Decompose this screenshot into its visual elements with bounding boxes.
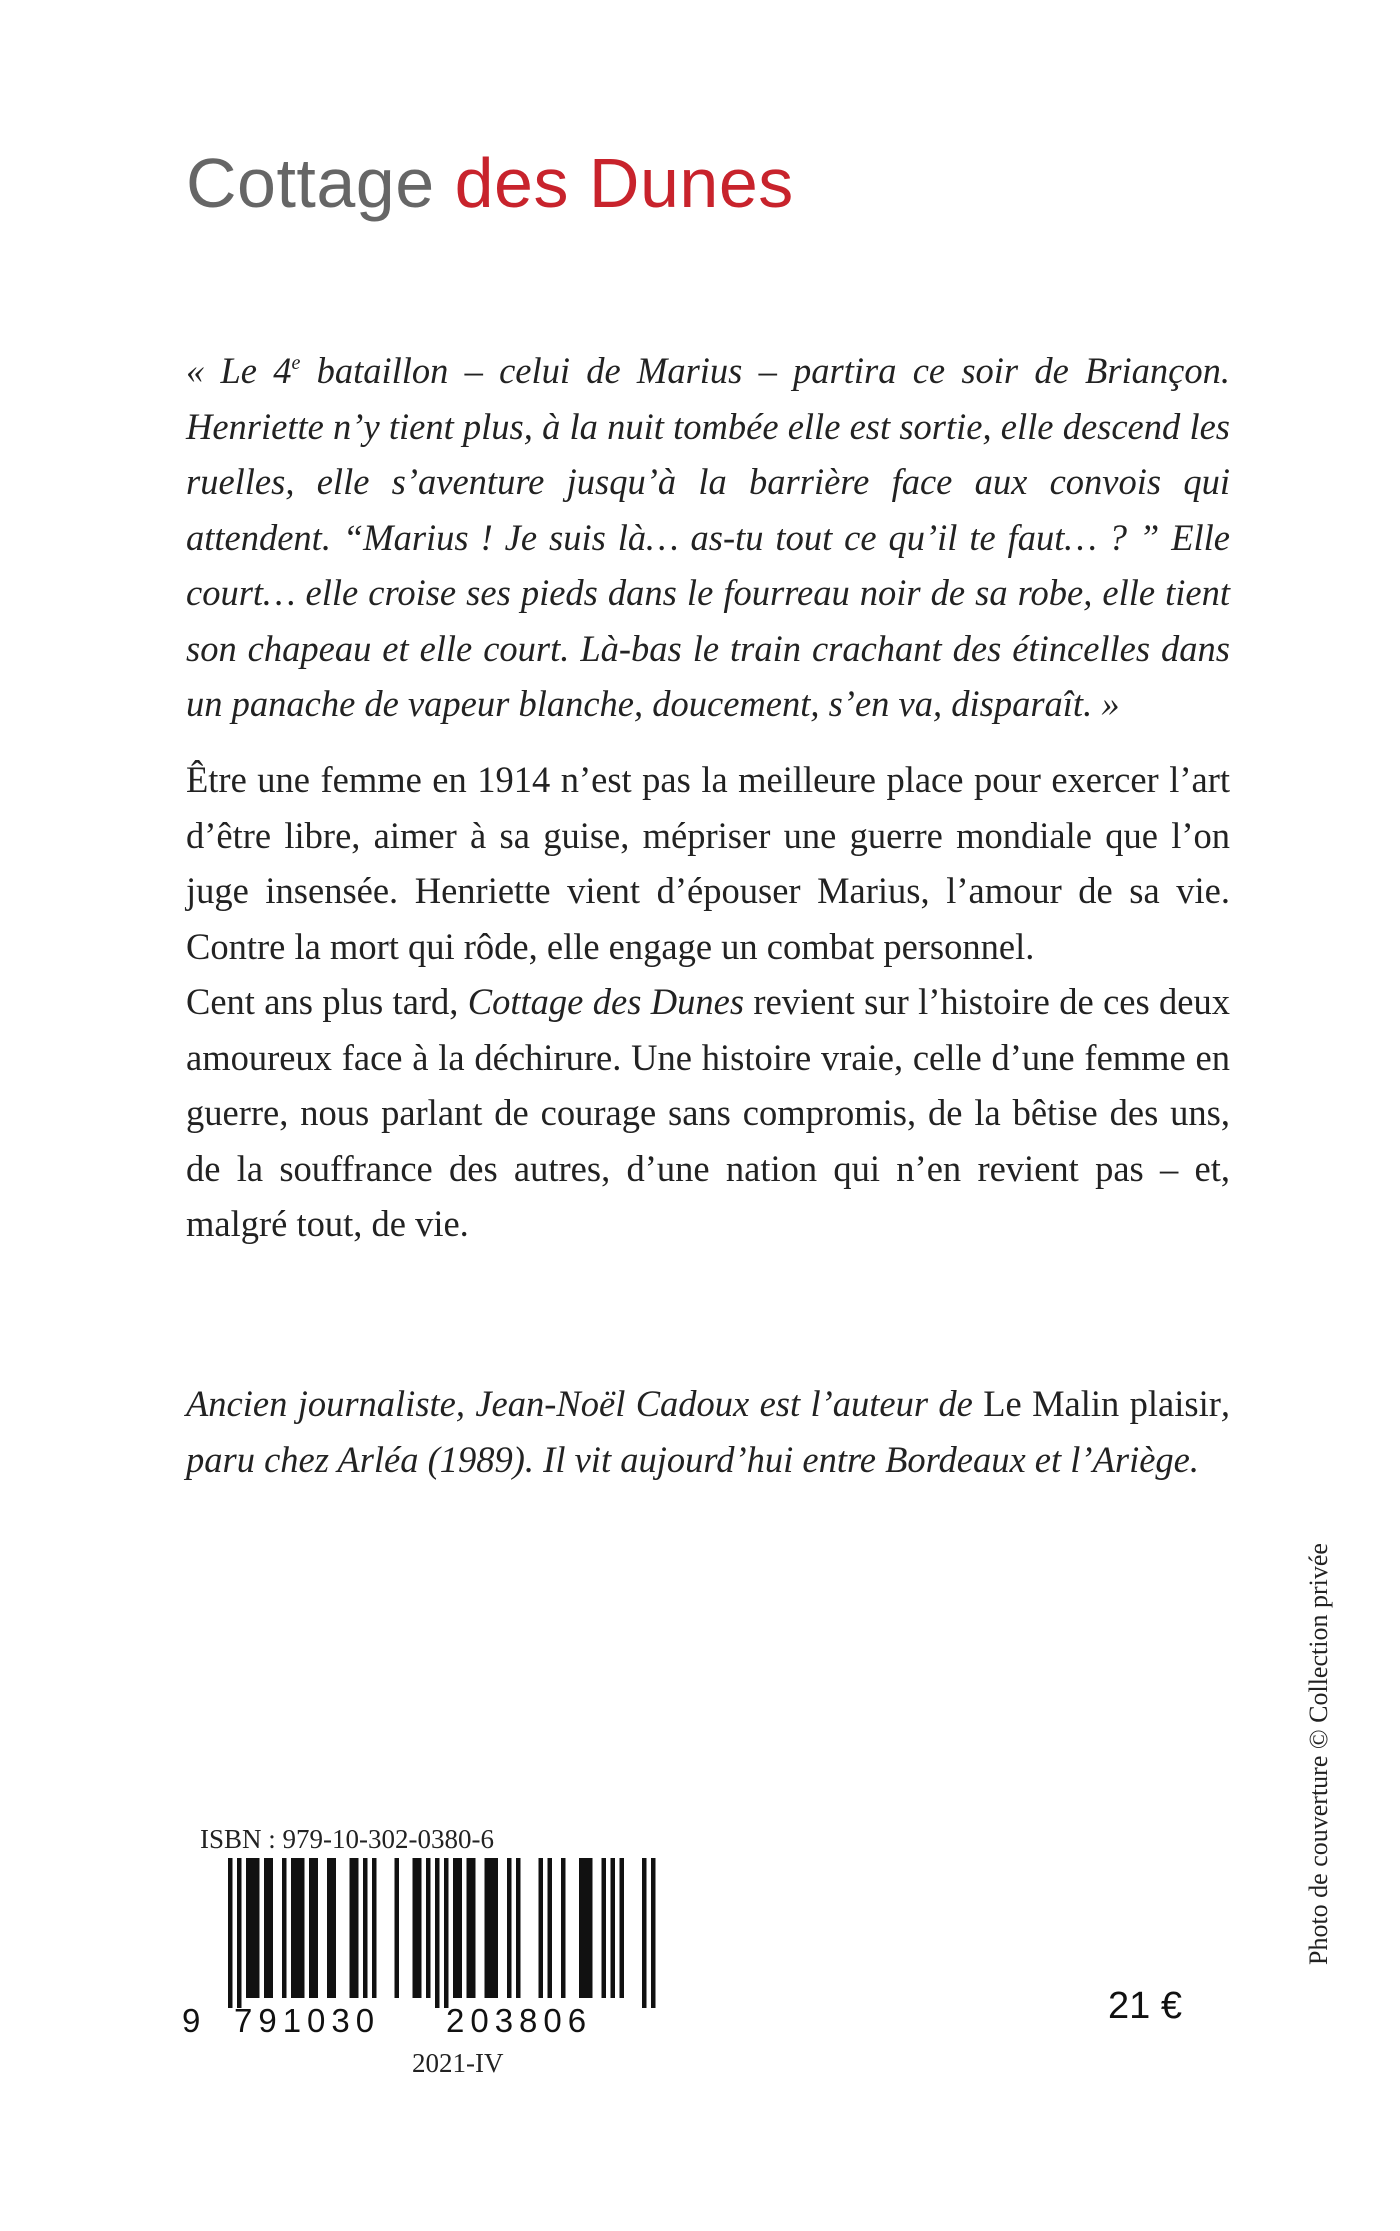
author-bio <box>186 1376 1230 1487</box>
barcode-bar <box>282 1858 287 1998</box>
barcode-bar <box>354 1858 359 1998</box>
barcode-bar <box>413 1858 418 1998</box>
barcode-bar <box>611 1858 616 1998</box>
barcode-bar <box>237 1858 242 2008</box>
barcode-bar <box>395 1858 400 1998</box>
barcode-bar <box>363 1858 368 1998</box>
barcode-bar <box>516 1858 521 1998</box>
synopsis-p2-start: Cent ans plus tard, <box>186 981 468 1022</box>
synopsis-paragraph-1: Être une femme en 1914 n’est pas la meilleure place pour exercer l’art d’être libre, aimer à sa guise, mépriser une guerre mondiale que l’on juge insensée. Henriette vient d’épouser Marius, l’amour de sa vie. Contre la mort qui rôde, elle engage un combat personnel. <box>186 759 1230 967</box>
barcode-left-digits: 791030 <box>234 2002 381 2039</box>
barcode-bar <box>507 1858 512 1998</box>
synopsis-p2-rest: revient sur l’histoire de ces deux amoureux face à la déchirure. Une histoire vraie, celle d’une femme en guerre, nous parlant de courage sans compromis, de la bêtise des uns, de la souffrance des autres, d’une nation qui n’en revient pas – et, malgré tout, de vie. <box>186 981 1231 1244</box>
barcode-bar <box>350 1858 355 1998</box>
quote-text-start: « Le 4 <box>186 350 292 391</box>
synopsis-paragraph-2 <box>186 974 1230 1252</box>
synopsis-book-title: Cottage des Dunes <box>467 981 745 1022</box>
photo-credit: Photo de couverture © Collection privée <box>1304 1543 1333 1965</box>
barcode-bar <box>467 1858 472 1998</box>
excerpt-quote <box>186 343 1230 732</box>
barcode-bar <box>228 1858 233 2008</box>
barcode-bar <box>435 1858 440 2008</box>
book-title <box>186 144 794 222</box>
book-title-part1: Cottage <box>186 144 435 222</box>
book-title-part2: des Dunes <box>454 144 794 222</box>
barcode-bar <box>539 1858 544 1998</box>
barcode-bar <box>417 1858 422 1998</box>
bio-rest: , paru chez Arléa (1989). Il vit aujourd’hui entre Bordeaux et l’Ariège. <box>186 1383 1230 1480</box>
barcode-bar <box>651 1858 656 2008</box>
barcode <box>200 1858 710 2008</box>
barcode-bar <box>642 1858 647 2008</box>
barcode-bar <box>579 1858 584 1998</box>
barcode-bar <box>453 1858 458 1998</box>
quote-text-rest: bataillon – celui de Marius – partira ce soir de Briançon. Henriette n’y tient plus, à la nuit tombée elle est sortie, elle descend les ruelles, elle s’aventure jusqu’à la barrière face aux convois qui attendent. “Marius ! Je suis là… as-tu tout ce qu’il te faut… ? ” Elle court… elle croise ses pieds dans le fourreau noir de sa robe, elle tient son chapeau et elle court. Là-bas le train crachant des étincelles dans un panache de vapeur blanche, doucement, s’en va, disparaît. » <box>186 350 1231 724</box>
barcode-bar <box>561 1858 566 1998</box>
edition-code: 2021-IV <box>412 2048 504 2078</box>
barcode-bar <box>584 1858 589 1998</box>
bio-start: Ancien journaliste, Jean-Noël Cadoux est l’auteur de <box>186 1383 984 1424</box>
barcode-bar <box>314 1858 319 1998</box>
barcode-right-digits: 203806 <box>446 2002 593 2039</box>
barcode-bar <box>264 1858 269 1998</box>
barcode-bar <box>296 1858 301 1998</box>
barcode-bar <box>602 1858 607 1998</box>
barcode-bar <box>291 1858 296 1998</box>
barcode-bar <box>494 1858 499 1998</box>
bio-book-title: Le Malin plaisir <box>983 1383 1221 1424</box>
barcode-bar <box>588 1858 593 1998</box>
barcode-bar <box>426 1858 431 1998</box>
barcode-bar <box>255 1858 260 1998</box>
barcode-bar <box>485 1858 490 1998</box>
barcode-bar <box>489 1858 494 1998</box>
price: 21 € <box>1108 1985 1182 2027</box>
barcode-bar <box>269 1858 274 1998</box>
barcode-bar <box>471 1858 476 1998</box>
barcode-bar <box>620 1858 625 1998</box>
barcode-bar <box>332 1858 337 1998</box>
barcode-bar <box>246 1858 251 1998</box>
barcode-bar <box>372 1858 377 1998</box>
quote-superscript: e <box>291 351 301 374</box>
barcode-bar <box>327 1858 332 1998</box>
barcode-bar <box>548 1858 553 1998</box>
barcode-bar <box>309 1858 314 1998</box>
barcode-bar <box>300 1858 305 1998</box>
synopsis <box>186 752 1230 1252</box>
isbn: ISBN : 979-10-302-0380-6 <box>200 1824 494 1854</box>
barcode-bar <box>251 1858 256 1998</box>
barcode-bar <box>458 1858 463 1998</box>
barcode-bar <box>444 1858 449 2008</box>
barcode-first-digit: 9 <box>182 2002 201 2039</box>
